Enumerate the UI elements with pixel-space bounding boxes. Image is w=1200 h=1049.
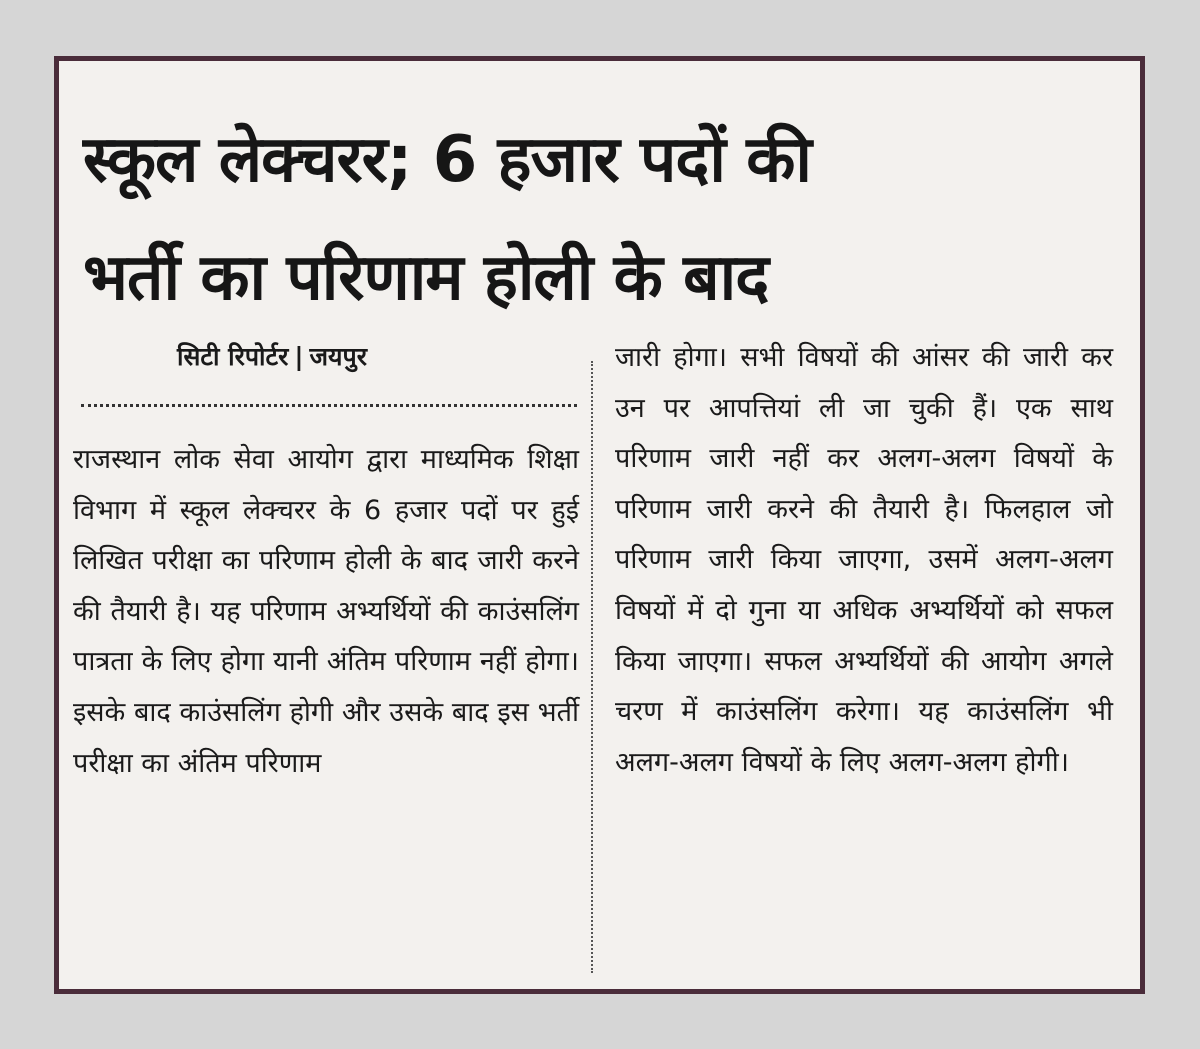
headline bbox=[83, 101, 1128, 337]
headline-line-2: भर्ती का परिणाम होली के बाद bbox=[83, 241, 769, 315]
byline-reporter: सिटी रिपोर्टर bbox=[177, 342, 289, 371]
newspaper-clipping bbox=[54, 56, 1145, 994]
byline-separator: | bbox=[294, 342, 304, 371]
article-text-right: जारी होगा। सभी विषयों की आंसर की जारी कर उन पर आपत्तियां ली जा चुकी हैं। एक साथ परिणाम जारी नहीं कर अलग-अलग विषयों के परिणाम जारी करने की तैयारी है। फिलहाल जो परिणाम जारी किया जाएगा, उसमें अलग-अलग विषयों में दो गुना या अधिक अभ्यर्थियों को सफल किया जाएगा। सफल अभ्यर्थियों की आयोग अगले चरण में काउंसलिंग करेगा। यह काउंसलिंग भी अलग-अलग विषयों के लिए अलग-अलग होगी। bbox=[615, 342, 1113, 778]
article-column-left bbox=[73, 435, 579, 789]
byline-divider bbox=[81, 404, 577, 407]
article-column-right bbox=[615, 333, 1113, 788]
byline-city: जयपुर bbox=[309, 342, 367, 371]
column-divider bbox=[591, 361, 593, 973]
article-text-left: राजस्थान लोक सेवा आयोग द्वारा माध्यमिक शिक्षा विभाग में स्कूल लेक्चरर के 6 हजार पदों पर हुई लिखित परीक्षा का परिणाम होली के बाद जारी करने की तैयारी है। यह परिणाम अभ्यर्थियों की काउंसलिंग पात्रता के लिए होगा यानी अंतिम परिणाम नहीं होगा। इसके बाद काउंसलिंग होगी और उसके बाद इस भर्ती परीक्षा का अंतिम परिणाम bbox=[73, 444, 579, 779]
headline-line-1: स्कूल लेक्चरर; 6 हजार पदों की bbox=[83, 123, 811, 197]
byline bbox=[177, 339, 367, 373]
